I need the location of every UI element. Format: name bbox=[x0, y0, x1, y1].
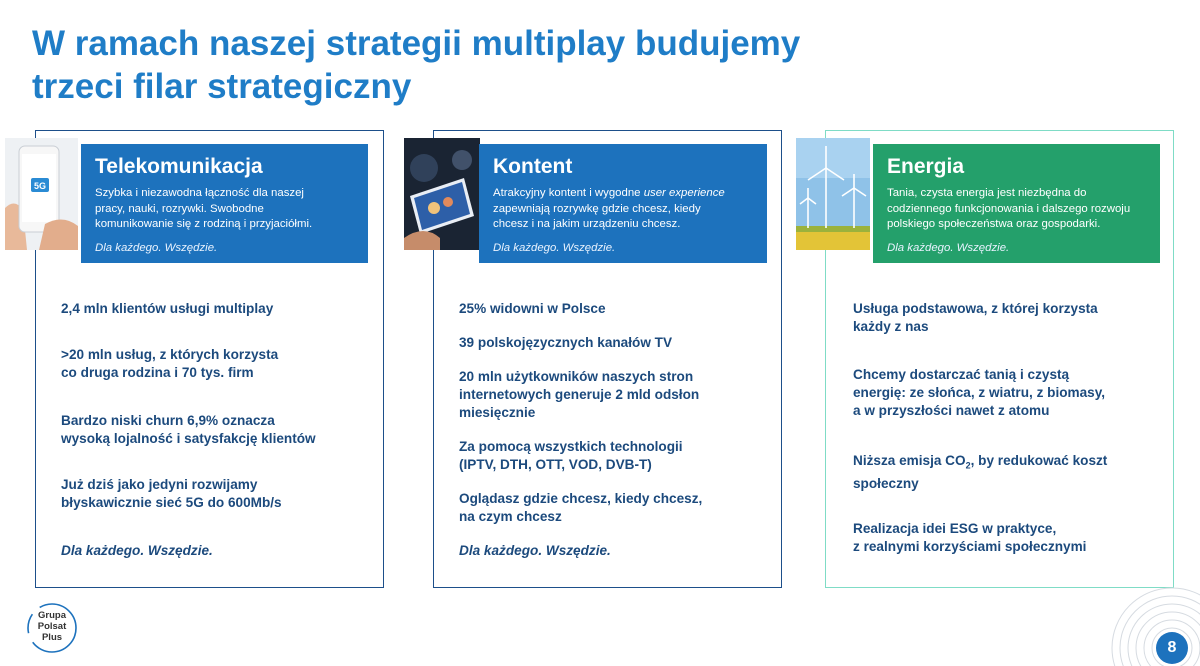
point-watch-anywhere: Oglądasz gdzie chcesz, kiedy chcesz, na czym chcesz bbox=[459, 491, 703, 524]
point-churn: Bardzo niski churn 6,9% oznacza wysoką lojalność i satysfakcję klientów bbox=[61, 413, 316, 446]
banner-telecommunications bbox=[81, 144, 368, 263]
heading-telecommunications: Telekomunikacja bbox=[95, 155, 263, 178]
point-technologies: Za pomocą wszystkich technologii (IPTV, DTH, OTT, VOD, DVB-T) bbox=[459, 439, 683, 472]
polsat-plus-logo bbox=[26, 602, 78, 654]
tv-watching-photo bbox=[404, 138, 480, 250]
desc-content-line-1 bbox=[493, 186, 753, 202]
desc-content-line-3: chcesz i na jakim urządzeniu chcesz. bbox=[493, 218, 681, 230]
slide-title bbox=[32, 22, 1032, 108]
desc-content-line-2: zapewniają rozrywkę gdzie chcesz, kiedy bbox=[493, 202, 701, 215]
desc-telecom-line-2: pracy, nauki, rozrywki. Swobodne bbox=[95, 202, 264, 215]
point-tv-channels: 39 polskojęzycznych kanałów TV bbox=[459, 335, 673, 350]
point-co2-emission: Niższa emisja $CO_2$, by redukować koszt społeczny bbox=[853, 453, 1108, 491]
desc-energy-line-1: Tania, czysta energia jest niezbędna do bbox=[887, 187, 1087, 199]
point-multiplay-clients: 2,4 mln klientów usługi multiplay bbox=[61, 301, 274, 316]
phone-5g-badge: 5G bbox=[33, 181, 47, 191]
page-number-badge: 8 bbox=[1156, 632, 1188, 664]
logo-line-3: Plus bbox=[41, 632, 63, 643]
heading-energy: Energia bbox=[887, 155, 965, 178]
desc-telecom-line-1: Szybka i niezawodna łączność dla naszej bbox=[95, 187, 304, 199]
desc-energy-line-2: codziennego funkcjonowania i dalszego rozwoju bbox=[887, 202, 1131, 215]
wind-turbines-photo bbox=[796, 138, 870, 250]
tagline-content: Dla każdego. Wszędzie. bbox=[493, 241, 616, 254]
desc-content-user-experience: user experience bbox=[643, 187, 725, 199]
point-basic-service: Usługa podstawowa, z której korzysta każdy z nas bbox=[853, 301, 1098, 334]
heading-content: Kontent bbox=[493, 155, 573, 178]
point-web-users: 20 mln użytkowników naszych stron internetowych generuje 2 mld odsłon miesięcznie bbox=[459, 369, 700, 420]
point-tagline-telecom: Dla każdego. Wszędzie. bbox=[61, 543, 213, 558]
banner-energy bbox=[873, 144, 1160, 263]
point-esg: Realizacja idei ESG w praktyce, z realnymi korzyściami społecznymi bbox=[853, 521, 1087, 554]
tagline-telecom: Dla każdego. Wszędzie. bbox=[95, 241, 218, 254]
logo-line-2: Polsat bbox=[37, 621, 67, 632]
desc-energy-line-3: polskiego społeczeństwa oraz gospodarki. bbox=[887, 218, 1101, 230]
desc-content-line-1-a: Atrakcyjny kontent i wygodne bbox=[493, 187, 644, 199]
point-clean-energy: Chcemy dostarczać tanią i czystą energię: ze słońca, z wiatru, z biomasy, a w przyszłości nawet z atomu bbox=[853, 367, 1106, 418]
desc-telecom-line-3: komunikowanie się z rodziną i przyjaciółmi. bbox=[95, 218, 313, 230]
tagline-energy: Dla każdego. Wszędzie. bbox=[887, 241, 1010, 254]
point-tagline-content: Dla każdego. Wszędzie. bbox=[459, 543, 611, 558]
point-5g-network: Już dziś jako jedyni rozwijamy błyskawicznie sieć 5G do 600Mb/s bbox=[61, 477, 282, 510]
banner-content bbox=[479, 144, 767, 263]
slide-title-line-1: W ramach naszej strategii multiplay budujemy bbox=[32, 24, 801, 63]
slide-title-line-2: trzeci filar strategiczny bbox=[32, 67, 412, 106]
point-services-count: >20 mln usług, z których korzysta co druga rodzina i 70 tys. firm bbox=[61, 347, 279, 380]
phone-5g-photo bbox=[5, 138, 78, 250]
logo-line-1: Grupa bbox=[38, 610, 66, 621]
point-audience-share: 25% widowni w Polsce bbox=[459, 301, 606, 316]
